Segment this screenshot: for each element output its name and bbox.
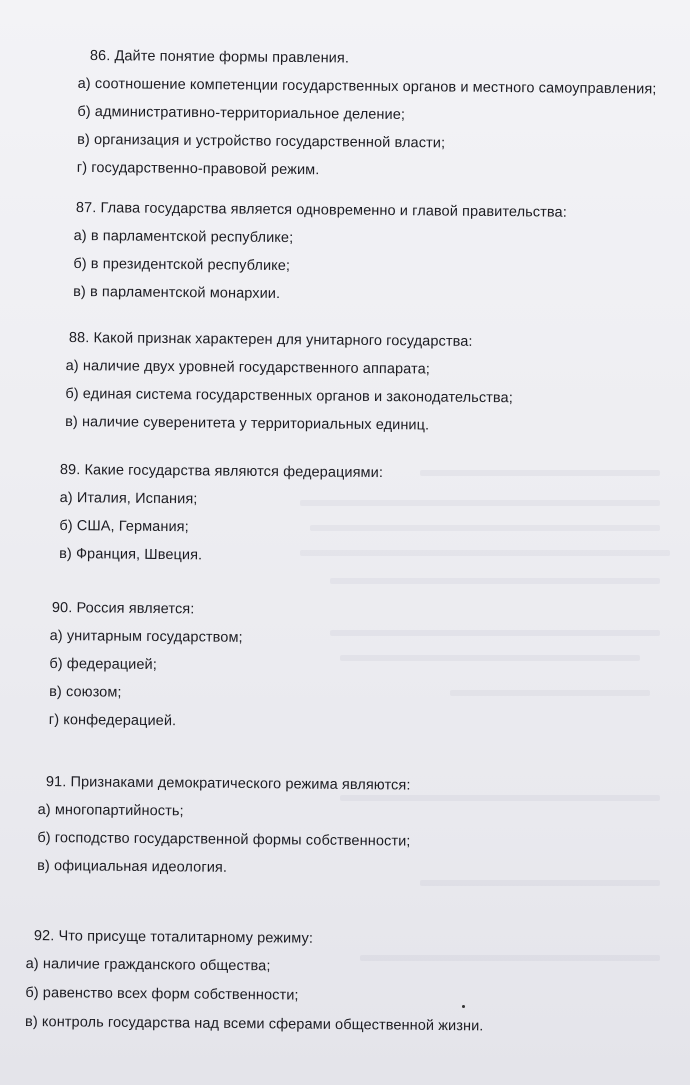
question-title: 92. Что присуще тоталитарному режиму:: [33, 928, 314, 947]
answer-option: б) в президентской республике;: [73, 255, 291, 275]
answer-option: в) организация и устройство государственной власти;: [77, 131, 446, 152]
answer-option: в) официальная идеология.: [37, 857, 228, 876]
question-title: 87. Глава государства является одновременно и главой правительства:: [75, 200, 567, 221]
bleed-through-mark: [420, 880, 660, 886]
question-88: [65, 330, 690, 436]
question-title: 90. Россия является:: [51, 600, 195, 618]
question-86: [76, 48, 690, 182]
answer-option: в) наличие суверенитета у территориальных единиц.: [65, 413, 430, 434]
answer-option: б) США, Германия;: [59, 517, 189, 536]
answer-option: а) наличие гражданского общества;: [25, 955, 271, 975]
answer-option: г) конфедерацией.: [48, 711, 177, 730]
answer-option: а) многопартийность;: [37, 801, 184, 820]
answer-option: г) государственно-правовой режим.: [76, 159, 320, 179]
question-91: [37, 774, 690, 880]
question-90: [49, 600, 690, 734]
question-title: 86. Дайте понятие формы правления.: [89, 48, 350, 67]
answer-option: в) союзом;: [49, 683, 122, 701]
question-92: [25, 928, 686, 1036]
answer-option: б) административно-территориальное деление;: [77, 103, 406, 124]
answer-option: а) соотношение компетенции государственных органов и местного самоуправления;: [77, 75, 657, 98]
answer-option: а) наличие двух уровней государственного аппарата;: [65, 357, 431, 378]
answer-option: в) в парламентской монархии.: [73, 283, 281, 302]
answer-option: б) единая система государственных органов и законодательства;: [65, 385, 513, 407]
answer-option: в) Франция, Швеция.: [59, 545, 203, 564]
question-title: 91. Признаками демократического режима являются:: [45, 774, 411, 794]
answer-option: а) унитарным государством;: [49, 627, 243, 646]
question-title: 88. Какой признак характерен для унитарного государства:: [68, 330, 473, 350]
answer-option: б) федерацией;: [49, 655, 157, 674]
answer-option: а) в парламентской республике;: [73, 227, 294, 247]
answer-option: в) контроль государства над всеми сферами общественной жизни.: [25, 1013, 484, 1035]
question-title: 89. Какие государства являются федерациями:: [59, 462, 384, 482]
bleed-through-mark: [330, 578, 660, 584]
answer-option: а) Италия, Испания;: [59, 489, 198, 508]
question-87: [73, 200, 690, 306]
answer-option: б) равенство всех форм собственности;: [25, 984, 299, 1004]
question-89: [59, 462, 690, 568]
answer-option: б) господство государственной формы собственности;: [37, 829, 411, 850]
